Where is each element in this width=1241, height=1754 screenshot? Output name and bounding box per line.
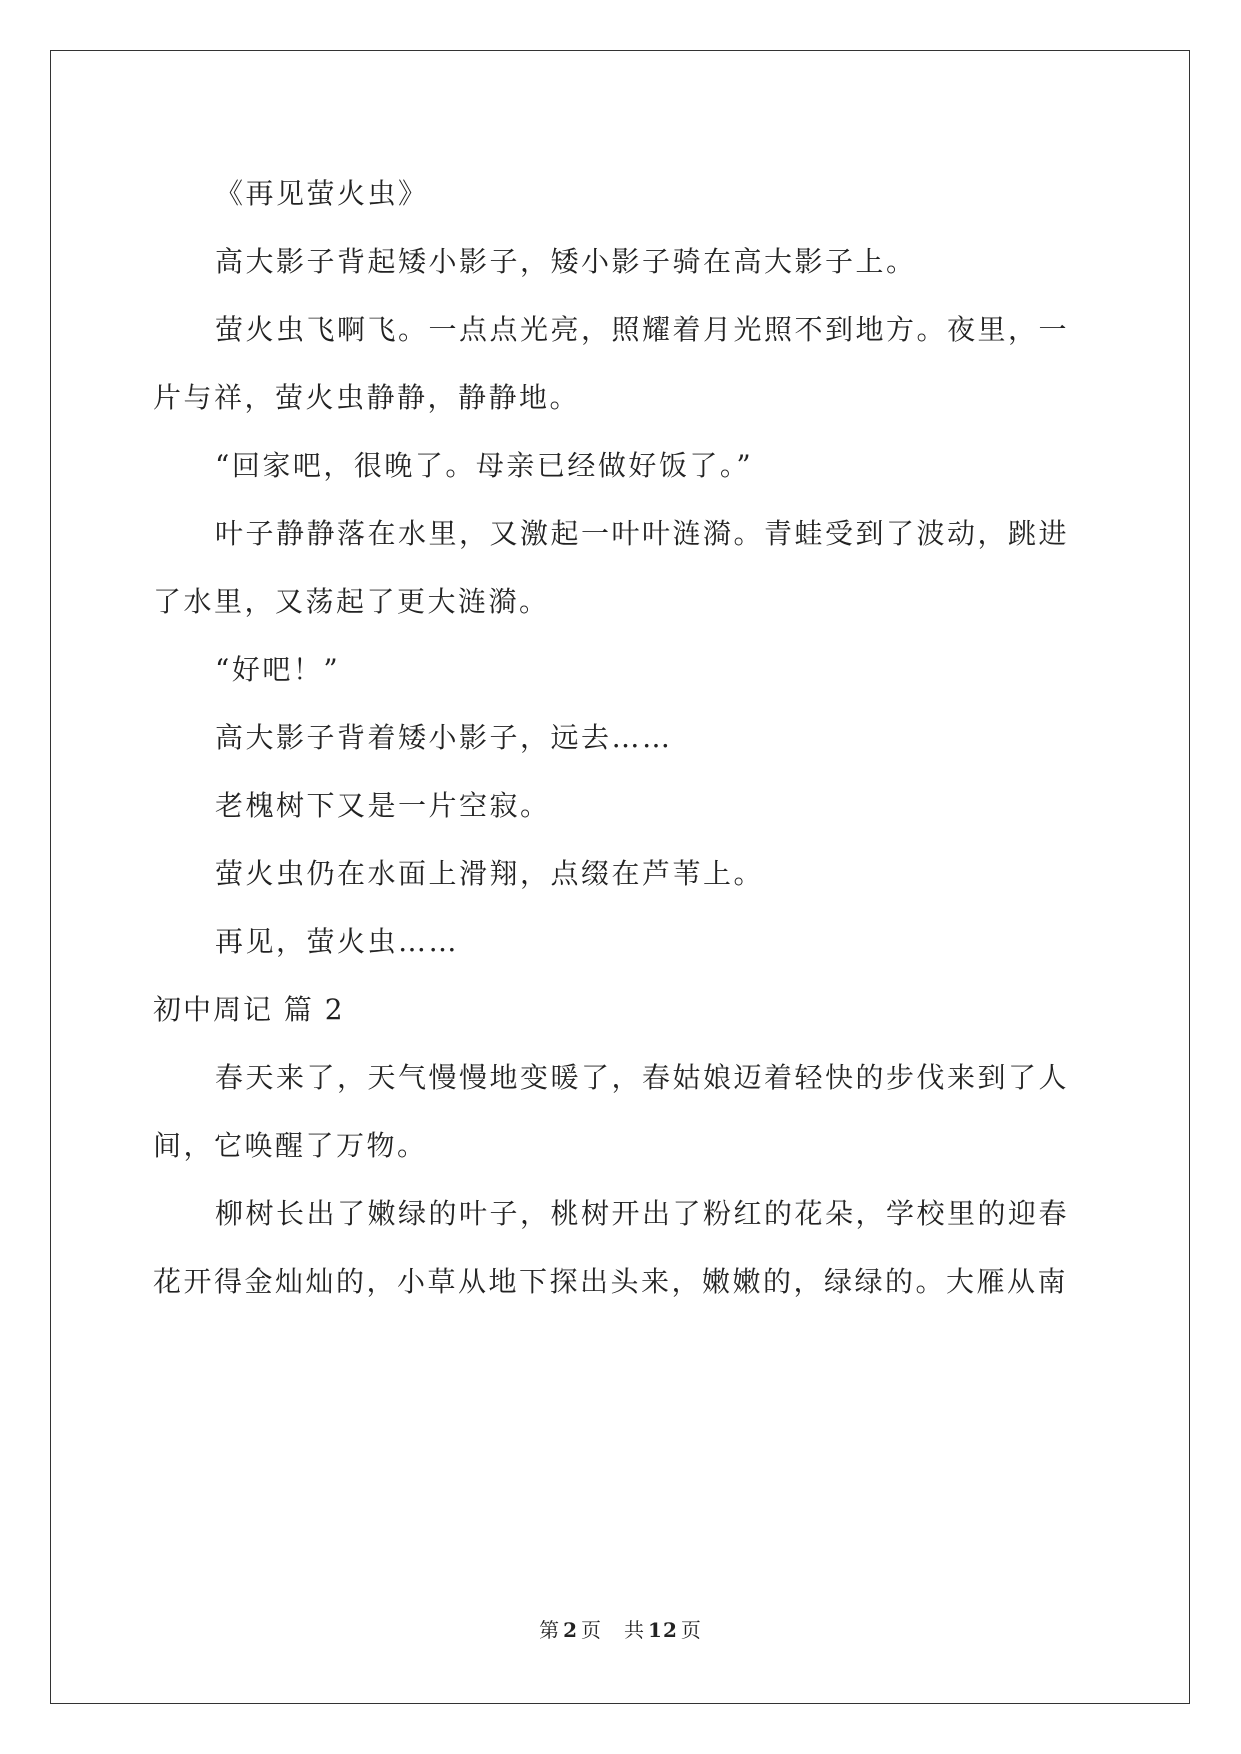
page-footer [0,1614,1241,1643]
page-suffix: 页 [581,1618,603,1642]
paragraph-line: 柳树长出了嫩绿的叶子，桃树开出了粉红的花朵，学校里的迎春 [215,1197,1070,1230]
page-number: 2 [563,1618,579,1642]
paragraph: 老槐树下又是一片空寂。 [215,789,551,822]
total-pages: 12 [648,1618,678,1642]
paragraph: “回家吧，很晚了。母亲已经做好饭了。” [215,449,754,482]
paragraph-line: 了水里，又荡起了更大涟漪。 [153,585,550,618]
paragraph: “好吧！” [215,653,341,686]
paragraph-line: 花开得金灿灿的，小草从地下探出头来，嫩嫩的，绿绿的。大雁从南 [153,1265,1069,1298]
paragraph: 萤火虫仍在水面上滑翔，点缀在芦苇上。 [215,857,765,890]
total-prefix: 共 [624,1618,646,1642]
paragraph-line: 春天来了，天气慢慢地变暖了，春姑娘迈着轻快的步伐来到了人 [215,1061,1070,1094]
paragraph-line: 片与祥，萤火虫静静，静静地。 [153,381,581,414]
paragraph-title: 《再见萤火虫》 [215,177,429,210]
paragraph-line: 叶子静静落在水里，又激起一叶叶涟漪。青蛙受到了波动，跳进 [215,517,1070,550]
paragraph: 高大影子背起矮小影子，矮小影子骑在高大影子上。 [215,245,917,278]
paragraph-line: 萤火虫飞啊飞。一点点光亮，照耀着月光照不到地方。夜里，一 [215,313,1070,346]
page-prefix: 第 [539,1618,561,1642]
document-body [153,160,1091,1316]
section-heading: 初中周记 篇 2 [153,993,345,1026]
total-suffix: 页 [680,1618,702,1642]
paragraph-line: 间，它唤醒了万物。 [153,1129,428,1162]
paragraph: 再见，萤火虫…… [215,925,460,958]
paragraph: 高大影子背着矮小影子，远去…… [215,721,673,754]
